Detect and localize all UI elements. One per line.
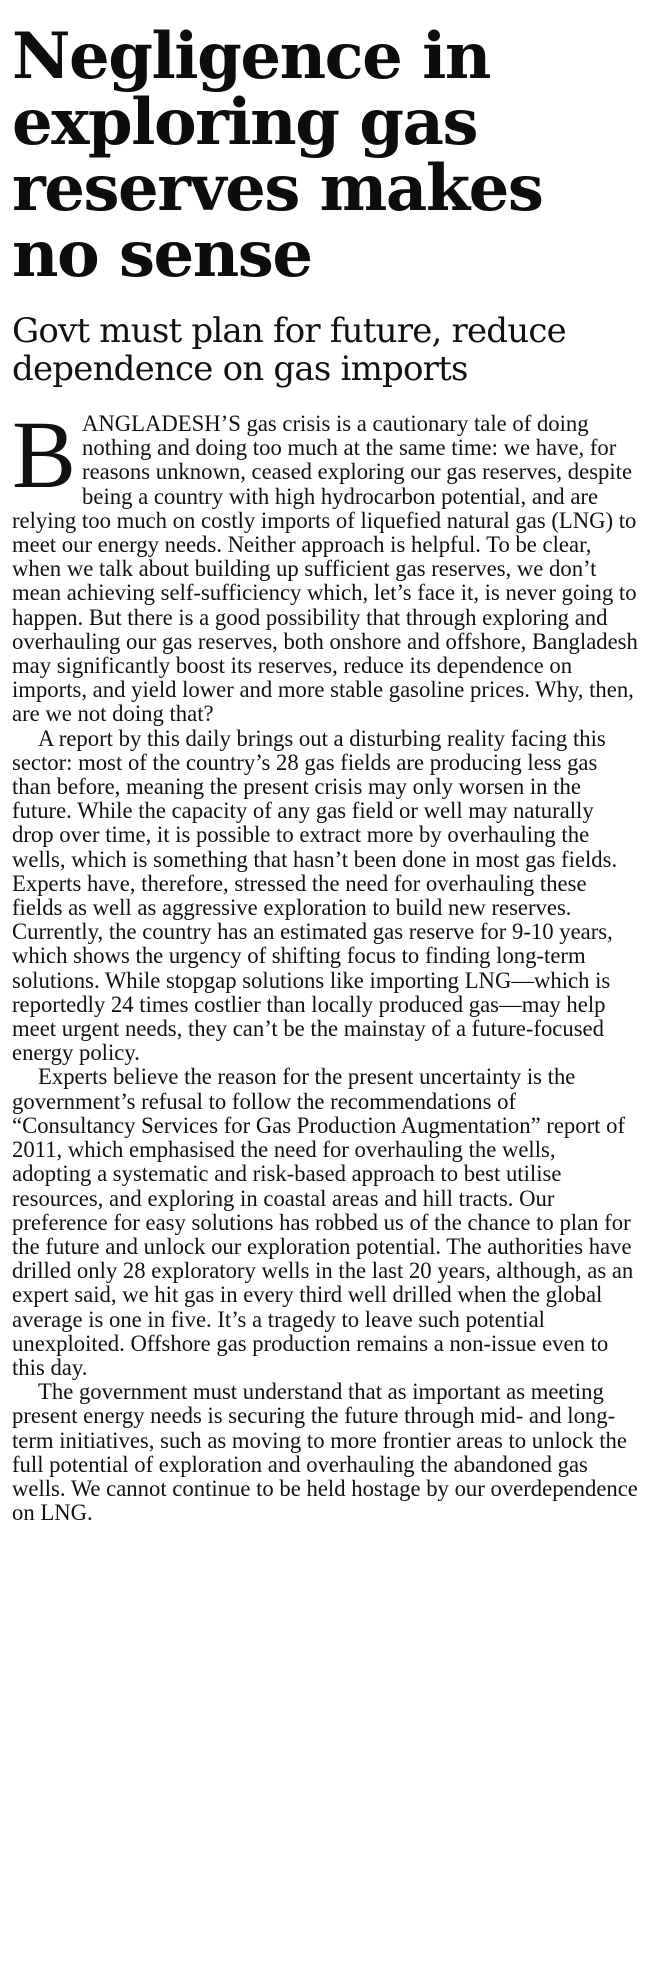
headline: Negligence in exploring gas reserves makes no sense [12,19,543,292]
editorial-page [0,19,649,1973]
article-body [12,401,639,1526]
subheadline: Govt must plan for future, reduce dependence on gas imports [12,311,566,389]
paragraph-4: The government must understand that as important as meeting present energy needs is securing the future through mid- and long-term initiatives, such as moving to more frontier areas to unlock the full potential of exploration and overhauling the abandoned gas wells. We cannot continue to be held hostage by our overdependence on LNG. [12,1379,638,1526]
paragraph-3: Experts believe the reason for the present uncertainty is the government’s refusal to follow the recommendations of “Consultancy Services for Gas Production Augmentation” report of 2011, which emphasised the need for overhauling the wells, adopting a systematic and risk-based approach to best utilise resources, and exploring in coastal areas and hill tracts. Our preference for easy solutions has robbed us of the chance to plan for the future and unlock our exploration potential. The authorities have drilled only 28 exploratory wells in the last 20 years, although, as an expert said, we hit gas in every third well drilled when the global average is one in five. It’s a tragedy to leave such potential unexploited. Offshore gas production remains a non-issue even to this day. [12,1064,634,1380]
drop-cap: B [12,401,77,508]
paragraph-2: A report by this daily brings out a disturbing reality facing this sector: most of the country’s 28 gas fields are producing less gas than before, meaning the present crisis may only worsen in the future. While the capacity of any gas field or well may naturally drop over time, it is possible to extract more by overhauling the wells, which is something that hasn’t been done in most gas fields. Experts have, therefore, stressed the need for overhauling these fields as well as aggressive exploration to build new reserves. Currently, the country has an estimated gas reserve for 9-10 years, which shows the urgency of shifting focus to finding long-term solutions. While stopgap solutions like importing LNG—which is reportedly 24 times costlier than locally produced gas—may help meet urgent needs, they can’t be the mainstay of a future-focused energy policy. [12,725,618,1066]
paragraph-1-text: ANGLADESH’S gas crisis is a cautionary tale of doing nothing and doing too much at the same time: we have, for reasons unknown, ceased exploring our gas reserves, despite being a country with high hydrocarbon potential, and are relying too much on costly imports of liquefied natural gas (LNG) to meet our energy needs. Neither approach is helpful. To be clear, when we talk about building up sufficient gas reserves, we don’t mean achieving self-sufficiency which, let’s face it, is never going to happen. But there is a good possibility that through exploring and overhauling our gas reserves, both onshore and offshore, Bangladesh may significantly boost its reserves, reduce its dependence on imports, and yield lower and more stable gasoline prices. Why, then, are we not doing that? [12,411,638,727]
paragraph-1 [12,401,639,727]
